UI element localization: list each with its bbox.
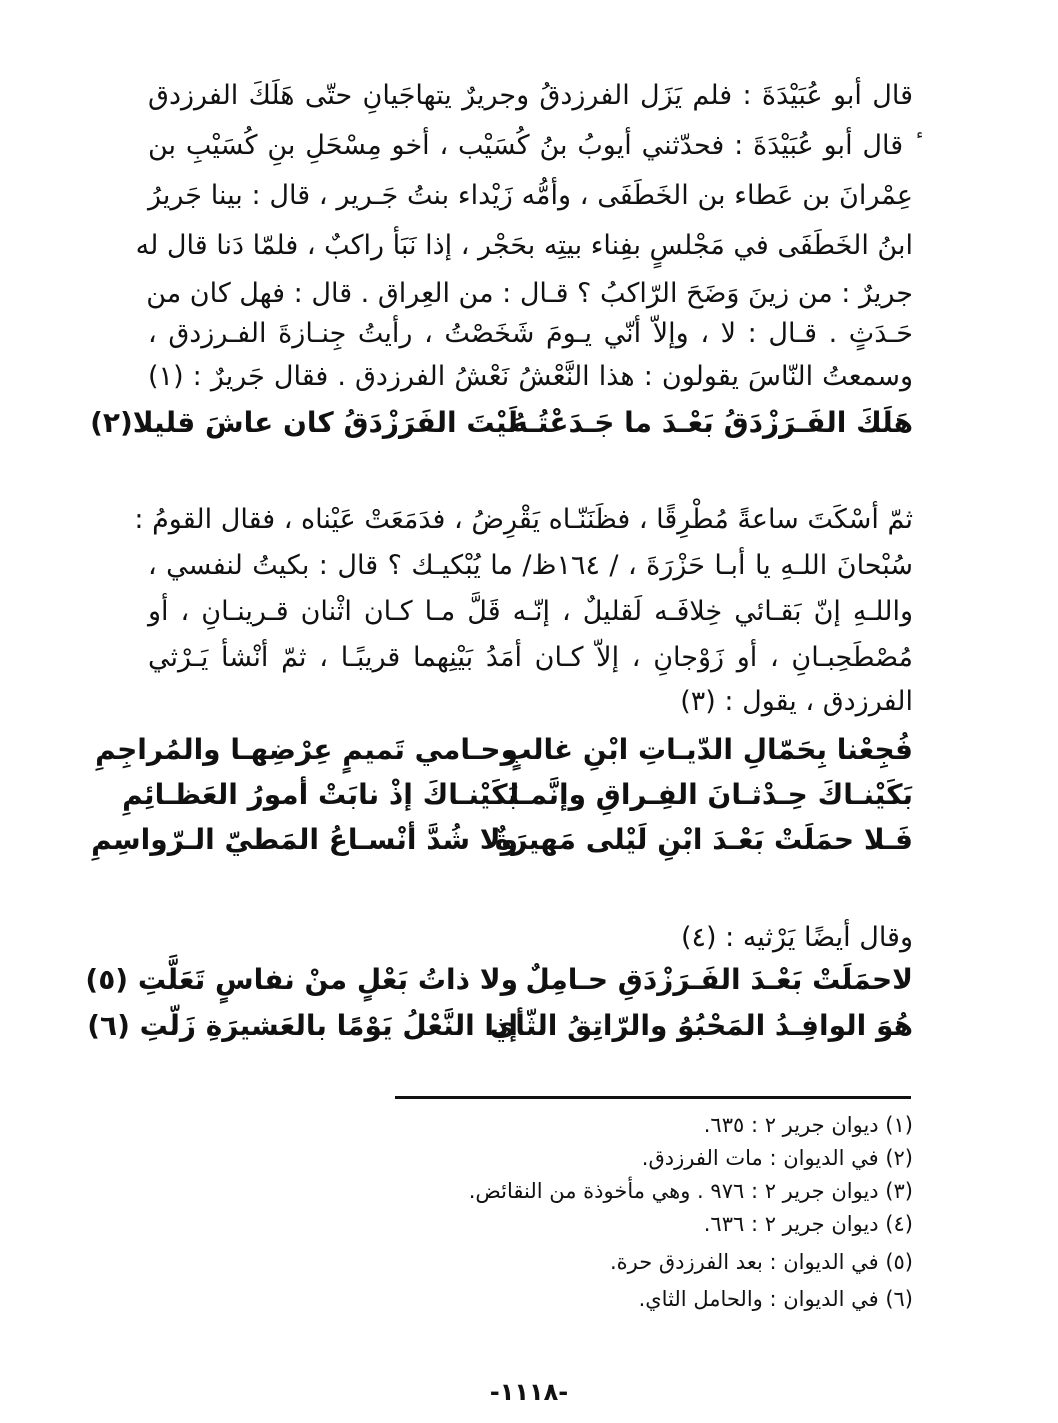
paragraph2-line: ثمّ أسْكَتَ ساعةً مُطْرِقًا ، فظَنَنّـاه يَقْرِضُ ، فدَمَعَتْ عَيْناه ، فقال القومُ : <box>134 504 913 535</box>
verse-hemistich-right: بَكَيْنـاكَ حِـدْثـانَ الفِـراقِ وإنَّمـا <box>509 778 913 811</box>
paragraph2-line: واللـهِ إنّ بَقـائي خِلافَـه لَقليلٌ ، إنّـه قَلَّ مـا كـان اثْنان قـرينـانِ ، أو <box>148 596 913 627</box>
page-number: -١١١٨- <box>489 1378 569 1406</box>
verse-row <box>90 403 913 449</box>
verse-hemistich-right: هَلَكَ الفَـرَزْدَقُ بَعْـدَ ما جَـدَعْتُـهُ <box>511 406 913 439</box>
footnote: (٤) ديوان جرير ٢ : ٦٣٦. <box>703 1212 913 1236</box>
footnote: (٦) في الديوان : والحامل الثاي. <box>638 1287 913 1311</box>
paragraph2-line: سُبْحانَ اللـهِ يا أبـا حَزْرَةَ ، / ١٦٤ظ/ ما يُبْكيـك ؟ قال : بكيتُ لنفسي ، <box>148 550 913 581</box>
verse-row <box>122 775 913 821</box>
verse-hemistich-left: إذا النَّعْلُ يَوْمًا بالعَشيرَةِ زَلّتِ (٦) <box>87 1009 518 1042</box>
verse-row <box>85 960 913 1006</box>
verse-row <box>95 730 913 776</box>
footnote-divider <box>395 1096 911 1099</box>
paragraph2-line: الفرزدق ، يقول : (٣) <box>680 686 913 717</box>
paragraph2-line: مُصْطَحِبـانِ ، أو زَوْجانِ ، إلاّ كـان أمَدُ بَيْنِهما قريبًـا ، ثمّ أنْشأ يَـرْثي <box>148 642 913 673</box>
paragraph1-line: ٔ قال أبو عُبَيْدَةَ : فحدّثني أيوبُ بنُ كُسَيْب ، أخو مِسْحَلِ بنِ كُسَيْبِ بن <box>148 130 913 161</box>
verse-hemistich-left: بَكَيْنـاكَ إذْ نابَتْ أمورُ العَظـائِمِ <box>122 778 518 811</box>
paragraph1-line: قال أبو عُبَيْدَةَ : فلم يَزَل الفرزدقُ وجريرٌ يتهاجَيانِ حتّى هَلَكَ الفرزدق <box>148 80 913 111</box>
verse-hemistich-left: ولا شُدَّ أنْسـاعُ المَطيّ الـرّواسِمِ <box>91 823 518 856</box>
paragraph1-line: حَـدَثٍ . قـال : لا ، وإلاّ أنّي يـومَ شَخَصْتُ ، رأيتُ جِنـازةَ الفـرزدق ، <box>148 318 913 349</box>
verse-hemistich-right: فُجِعْنا بِحَمّالِ الدّيـاتِ ابْنِ غالبٍ <box>503 733 913 766</box>
paragraph1-line: ابنُ الخَطَفَى في مَجْلسٍ بفِناء بيتِه بحَجْر ، إذا نَبَأ راكبٌ ، فلمّا دَنا قال له <box>135 230 913 261</box>
verse-hemistich-left: وحـامي تَميمٍ عِرْضِهـا والمُراجِمِ <box>95 733 518 766</box>
footnote: (٥) في الديوان : بعد الفرزدق حرة. <box>609 1250 913 1274</box>
footnote: (٣) ديوان جرير ٢ : ٩٧٦ . وهي مأخوذة من النقائض. <box>468 1179 913 1203</box>
paragraph1-line: عِمْرانَ بن عَطاء بن الخَطَفَى ، وأمُّه زَيْداء بنتُ جَـرير ، قال : بينا جَريرُ <box>148 180 913 211</box>
poem-intro: وقال أيضًا يَرْثيه : (٤) <box>680 922 913 953</box>
footnote: (١) ديوان جرير ٢ : ٦٣٥. <box>703 1113 913 1137</box>
paragraph1-line: جريرٌ : من زينَ وَضَحَ الرّاكبُ ؟ قـال : من العِراق . قال : فهل كان من <box>146 278 913 309</box>
verse-hemistich-right: فَـلا حمَلَتْ بَعْـدَ ابْنِ لَيْلى مَهيرَةٌ <box>494 823 913 856</box>
verse-hemistich-left: ولا ذاتُ بَعْلٍ منْ نفاسٍ تَعَلَّتِ (٥) <box>85 963 518 996</box>
verse-hemistich-right: لاحمَلَتْ بَعْـدَ الفَـرَزْدَقِ حـامِلٌ <box>525 963 913 996</box>
footnote: (٢) في الديوان : مات الفرزدق. <box>641 1146 913 1170</box>
verse-row <box>87 1006 913 1052</box>
verse-row <box>91 820 913 866</box>
paragraph1-line: وسمعتُ النّاسَ يقولون : هذا النَّعْشُ نَعْشُ الفرزدق . فقال جَريرٌ : (١) <box>148 361 913 392</box>
verse-hemistich-right: هُوَ الوافِـدُ المَحْبُوُ والرّاتِقُ الثّأي <box>489 1009 913 1042</box>
verse-hemistich-left: لَيْتَ الفَرَزْدَقُ كان عاشَ قليلا(٢) <box>90 406 518 439</box>
